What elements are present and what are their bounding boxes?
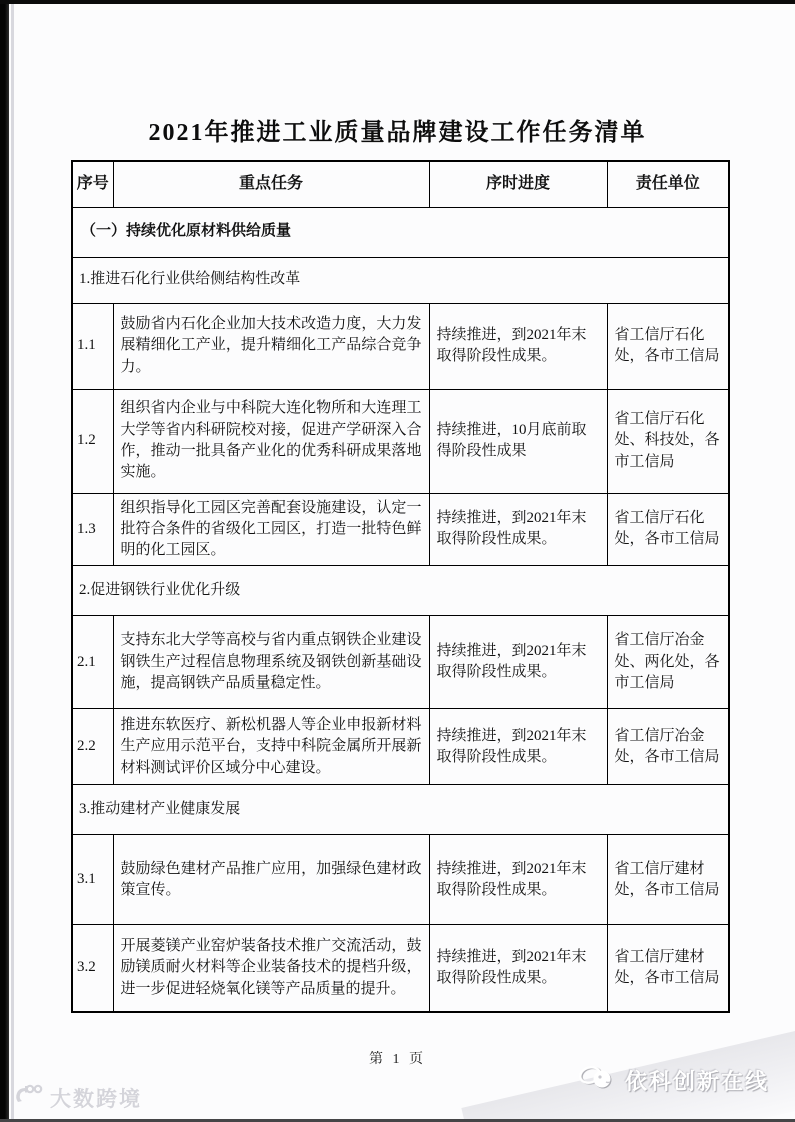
task-row xyxy=(72,303,729,389)
task-progress: 持续推进，到2021年末取得阶段性成果。 xyxy=(429,616,607,709)
section-row xyxy=(72,207,729,257)
task-unit: 省工信厅冶金处，各市工信局 xyxy=(607,709,729,785)
task-progress: 持续推进，到2021年末取得阶段性成果。 xyxy=(429,835,607,925)
task-row xyxy=(72,709,729,785)
scan-edge-top xyxy=(0,0,795,4)
scan-edge-left xyxy=(0,0,9,1122)
yike-logo-icon xyxy=(577,1062,617,1098)
header-cell-task: 重点任务 xyxy=(113,161,429,207)
task-row xyxy=(72,835,729,925)
task-description: 推进东软医疗、新松机器人等企业申报新材料生产应用示范平台，支持中科院金属所开展新材料测试评价区域分中心建设。 xyxy=(113,709,429,785)
task-row xyxy=(72,616,729,709)
section-label: （一）持续优化原材料供给质量 xyxy=(72,207,729,257)
task-number: 1.1 xyxy=(72,303,113,389)
table-header-row xyxy=(72,161,729,207)
header-cell-unit: 责任单位 xyxy=(607,161,729,207)
task-number: 1.3 xyxy=(72,493,113,566)
watermark-text: 大数跨境 xyxy=(50,1088,142,1111)
page-number: 第 1 页 xyxy=(369,1052,426,1067)
task-number: 3.1 xyxy=(72,835,113,925)
task-number: 2.1 xyxy=(72,616,113,709)
scan-edge-left-line xyxy=(11,0,14,1122)
task-description: 支持东北大学等高校与省内重点钢铁企业建设钢铁生产过程信息物理系统及钢铁创新基础设施，提高钢铁产品质量稳定性。 xyxy=(113,616,429,709)
watermark-text: 依科创新在线 xyxy=(624,1068,769,1094)
task-unit: 省工信厅冶金处、两化处，各市工信局 xyxy=(607,616,729,709)
subsection-label: 1.推进石化行业供给侧结构性改革 xyxy=(72,257,729,303)
task-unit: 省工信厅建材处，各市工信局 xyxy=(607,925,729,1012)
task-unit: 省工信厅石化处、科技处，各市工信局 xyxy=(607,389,729,493)
subsection-row xyxy=(72,257,729,303)
task-table xyxy=(71,160,730,1013)
task-row xyxy=(72,493,729,566)
task-number: 2.2 xyxy=(72,709,113,785)
task-progress: 持续推进，10月底前取得阶段性成果 xyxy=(429,389,607,493)
task-progress: 持续推进，到2021年末取得阶段性成果。 xyxy=(429,493,607,566)
watermark-bottom-left xyxy=(14,1082,142,1114)
task-unit: 省工信厅石化处，各市工信局 xyxy=(607,493,729,566)
task-progress: 持续推进，到2021年末取得阶段性成果。 xyxy=(429,303,607,389)
task-unit: 省工信厅石化处，各市工信局 xyxy=(607,303,729,389)
task-row xyxy=(72,389,729,493)
subsection-row xyxy=(72,785,729,835)
task-progress: 持续推进，到2021年末取得阶段性成果。 xyxy=(429,709,607,785)
header-cell-number: 序号 xyxy=(72,161,113,207)
task-row xyxy=(72,925,729,1012)
task-description: 组织省内企业与中科院大连化物所和大连理工大学等省内科研院校对接，促进产学研深入合作，推动一批具备产业化的优秀科研成果落地实施。 xyxy=(113,389,429,493)
header-cell-progress: 序时进度 xyxy=(429,161,607,207)
watermark-bottom-right xyxy=(577,1062,769,1098)
subsection-label: 2.促进钢铁行业优化升级 xyxy=(72,566,729,616)
task-number: 3.2 xyxy=(72,925,113,1012)
dashukuajing-logo-icon xyxy=(14,1082,44,1114)
task-description: 鼓励省内石化企业加大技术改造力度，大力发展精细化工产业，提升精细化工产品综合竞争力。 xyxy=(113,303,429,389)
task-description: 鼓励绿色建材产品推广应用，加强绿色建材政策宣传。 xyxy=(113,835,429,925)
task-number: 1.2 xyxy=(72,389,113,493)
task-progress: 持续推进，到2021年末取得阶段性成果。 xyxy=(429,925,607,1012)
task-description: 组织指导化工园区完善配套设施建设，认定一批符合条件的省级化工园区，打造一批特色鲜明的化工园区。 xyxy=(113,493,429,566)
subsection-row xyxy=(72,566,729,616)
subsection-label: 3.推动建材产业健康发展 xyxy=(72,785,729,835)
document-title: 2021年推进工业质量品牌建设工作任务清单 xyxy=(148,120,647,146)
task-unit: 省工信厅建材处，各市工信局 xyxy=(607,835,729,925)
task-description: 开展菱镁产业窑炉装备技术推广交流活动，鼓励镁质耐火材料等企业装备技术的提档升级，进一步促进轻烧氧化镁等产品质量的提升。 xyxy=(113,925,429,1012)
